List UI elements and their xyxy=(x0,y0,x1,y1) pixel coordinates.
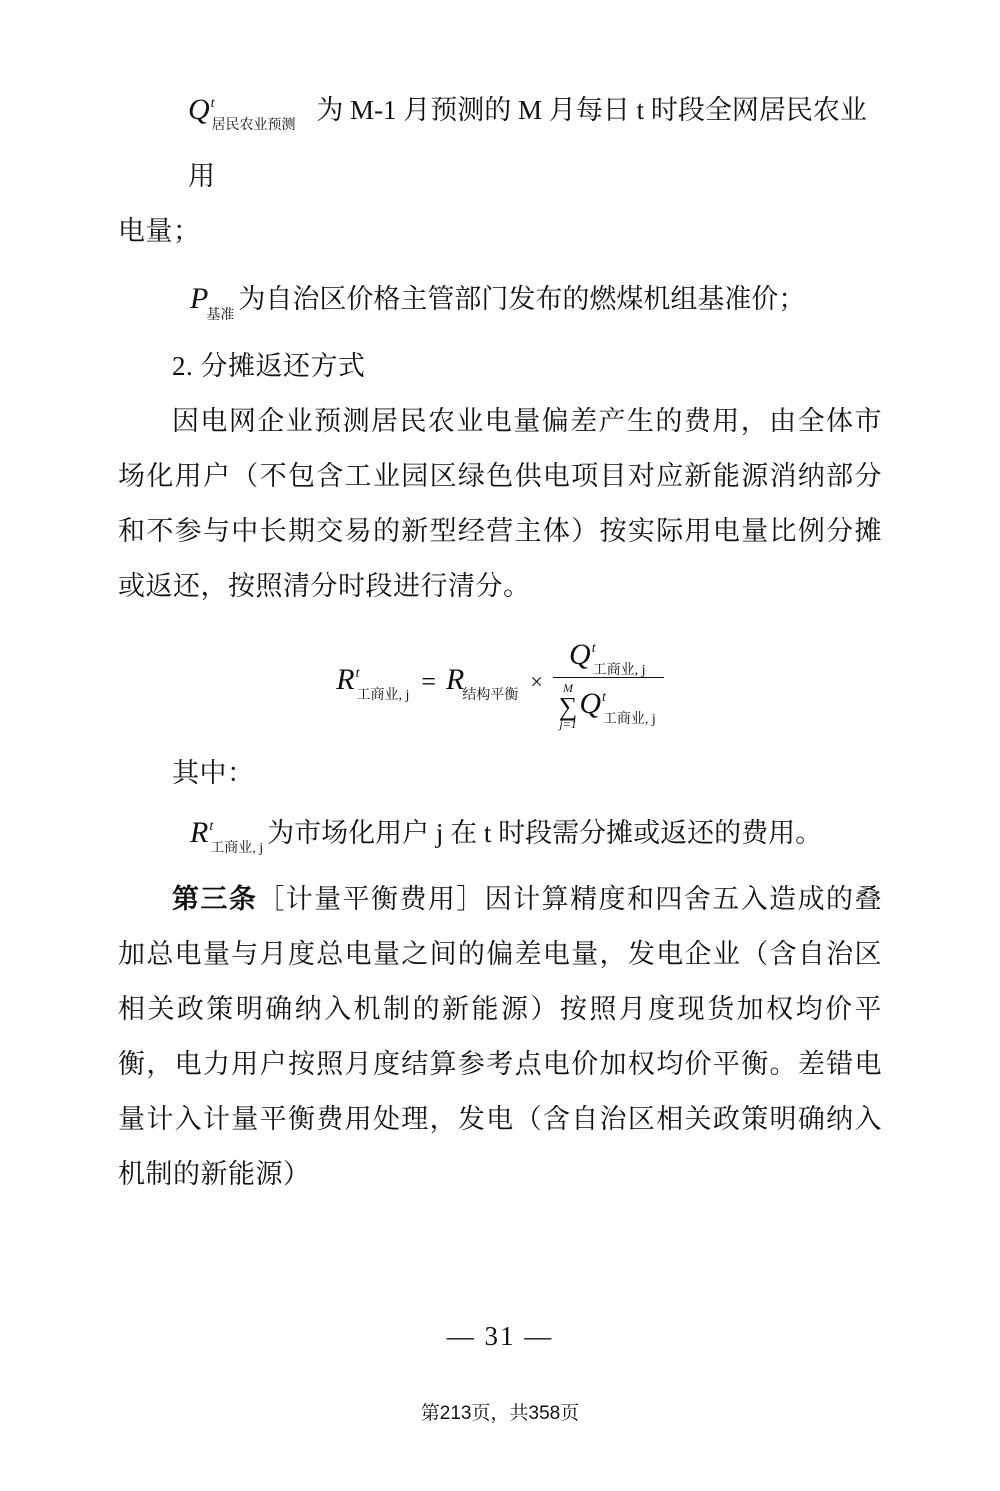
where-label: 其中： xyxy=(172,757,255,788)
page-footer: 第213页，共358页 xyxy=(420,1403,580,1424)
symbol-subscript: 工商业, j xyxy=(356,688,410,704)
symbol-definition-q xyxy=(118,78,882,204)
document-page xyxy=(0,78,1000,1491)
sum-upper-limit: M xyxy=(563,680,574,695)
denominator-symbol xyxy=(579,686,657,727)
symbol-subscript: 结构平衡 xyxy=(462,688,519,704)
symbol-definition-text: 为自治区价格主管部门发布的燃煤机组基准价； xyxy=(238,284,806,315)
fraction-denominator xyxy=(553,678,664,730)
symbol-base: R xyxy=(190,815,209,849)
page-number: — 31 — xyxy=(446,1321,554,1351)
symbol-superscript: t xyxy=(209,818,214,834)
symbol-base: Q xyxy=(188,93,210,126)
sum-lower-limit: j=1 xyxy=(559,716,577,731)
fraction-numerator xyxy=(563,638,653,677)
symbol-base: Q xyxy=(569,637,591,671)
symbol-subscript: 居民农业预测 xyxy=(211,118,296,134)
numerator-symbol xyxy=(569,637,647,678)
equals-sign: = xyxy=(421,666,437,696)
formula-symbol-p xyxy=(190,271,236,338)
symbol-base: Q xyxy=(579,686,601,720)
symbol-subscript: 工商业, j xyxy=(602,711,656,727)
equation-lhs xyxy=(336,663,411,704)
symbol-subscript: 基准 xyxy=(206,307,235,323)
section-heading: 2. 分摊返还方式 xyxy=(172,350,366,381)
display-equation xyxy=(118,636,882,731)
symbol-base: P xyxy=(190,282,209,316)
equation-rhs-factor xyxy=(446,663,520,704)
symbol-base: R xyxy=(336,663,355,697)
symbol-base: R xyxy=(446,663,465,697)
symbol-definition-text: 为 M-1 月预测的 M 月每日 t 时段全网居民农业用 xyxy=(188,95,867,192)
symbol-superscript: t xyxy=(355,666,360,682)
where-definition-text: 为市场化用户 j 在 t 时段需分摊或返还的费用。 xyxy=(267,817,823,848)
continuation-line: 电量； xyxy=(118,216,201,247)
formula-symbol-r xyxy=(190,801,265,872)
body-paragraph: 因电网企业预测居民农业电量偏差产生的费用，由全体市场化用户（不包含工业园区绿色供电项目对应新能源消纳部分和不参与中长期交易的新型经营主体）按实际用电量比例分摊或返还，按照清分时段进行清分。 xyxy=(118,405,882,601)
summation-operator xyxy=(559,682,578,731)
equation-fraction xyxy=(553,638,664,730)
symbol-superscript: t xyxy=(210,96,215,111)
article-body: ［计量平衡费用］因计算精度和四舍五入造成的叠加总电量与月度总电量之间的偏差电量，发电企业（含自治区相关政策明确纳入机制的新能源）按照月度现货加权均价平衡，电力用户按照月度结算参考点电价加权均价平衡。差错电量计入计量平衡费用处理，发电（含自治区相关政策明确纳入机制的新能源） xyxy=(118,883,882,1189)
symbol-definition-p xyxy=(118,271,882,338)
symbol-subscript: 工商业, j xyxy=(592,662,646,678)
article-paragraph xyxy=(118,872,882,1202)
formula-symbol-q xyxy=(188,78,298,149)
symbol-superscript: t xyxy=(601,690,606,705)
multiplication-sign: × xyxy=(530,668,543,694)
where-definition xyxy=(118,801,882,872)
sigma-glyph: ∑ xyxy=(558,691,578,721)
article-title: 第三条 xyxy=(172,883,258,914)
symbol-superscript: t xyxy=(591,641,596,657)
symbol-subscript: 工商业, j xyxy=(210,840,264,856)
